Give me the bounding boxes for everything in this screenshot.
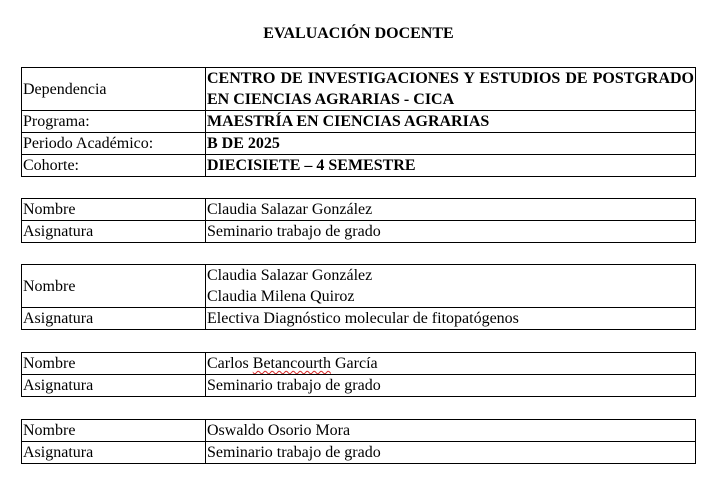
periodo-value: B DE 2025 [206,133,696,155]
cohorte-label: Cohorte: [22,155,206,177]
nombre-value: Claudia Salazar González [206,199,696,221]
cohorte-value: DIECISIETE – 4 SEMESTRE [206,155,696,177]
cohorte-row [22,155,696,177]
document-title: EVALUACIÓN DOCENTE [263,25,454,42]
nombre-line: Claudia Salazar González [207,267,373,284]
nombre-value: Oswaldo Osorio Mora [206,420,696,442]
nombre-label: Nombre [22,265,206,308]
asignatura-row [22,375,696,397]
dependencia-value: CENTRO DE INVESTIGACIONES Y ESTUDIOS DE POSTGRADO EN CIENCIAS AGRARIAS - CICA [206,68,696,111]
asignatura-row [22,221,696,243]
program-info-table [21,67,696,177]
programa-label: Programa: [22,111,206,133]
nombre-line: Claudia Milena Quiroz [207,288,355,305]
nombre-value [206,353,696,375]
docente-table [21,198,696,243]
nombre-value [206,265,696,308]
docente-table [21,264,696,330]
dependencia-row [22,68,696,111]
spellcheck-flagged-word[interactable]: Betancourth [252,355,331,372]
nombre-row [22,265,696,308]
periodo-label: Periodo Académico: [22,133,206,155]
docente-table [21,352,696,397]
asignatura-row [22,442,696,464]
asignatura-label: Asignatura [22,442,206,464]
asignatura-label: Asignatura [22,375,206,397]
asignatura-value: Seminario trabajo de grado [206,221,696,243]
asignatura-value: Electiva Diagnóstico molecular de fitopatógenos [206,308,696,330]
dependencia-label: Dependencia [22,68,206,111]
asignatura-value: Seminario trabajo de grado [206,375,696,397]
asignatura-label: Asignatura [22,308,206,330]
programa-row [22,111,696,133]
nombre-row [22,420,696,442]
nombre-label: Nombre [22,199,206,221]
nombre-label: Nombre [22,420,206,442]
programa-value: MAESTRÍA EN CIENCIAS AGRARIAS [206,111,696,133]
periodo-row [22,133,696,155]
asignatura-row [22,308,696,330]
docente-table [21,419,696,464]
nombre-row [22,199,696,221]
asignatura-value: Seminario trabajo de grado [206,442,696,464]
nombre-first: Carlos [207,355,249,372]
nombre-last: García [334,355,378,372]
asignatura-label: Asignatura [22,221,206,243]
nombre-label: Nombre [22,353,206,375]
nombre-row [22,353,696,375]
